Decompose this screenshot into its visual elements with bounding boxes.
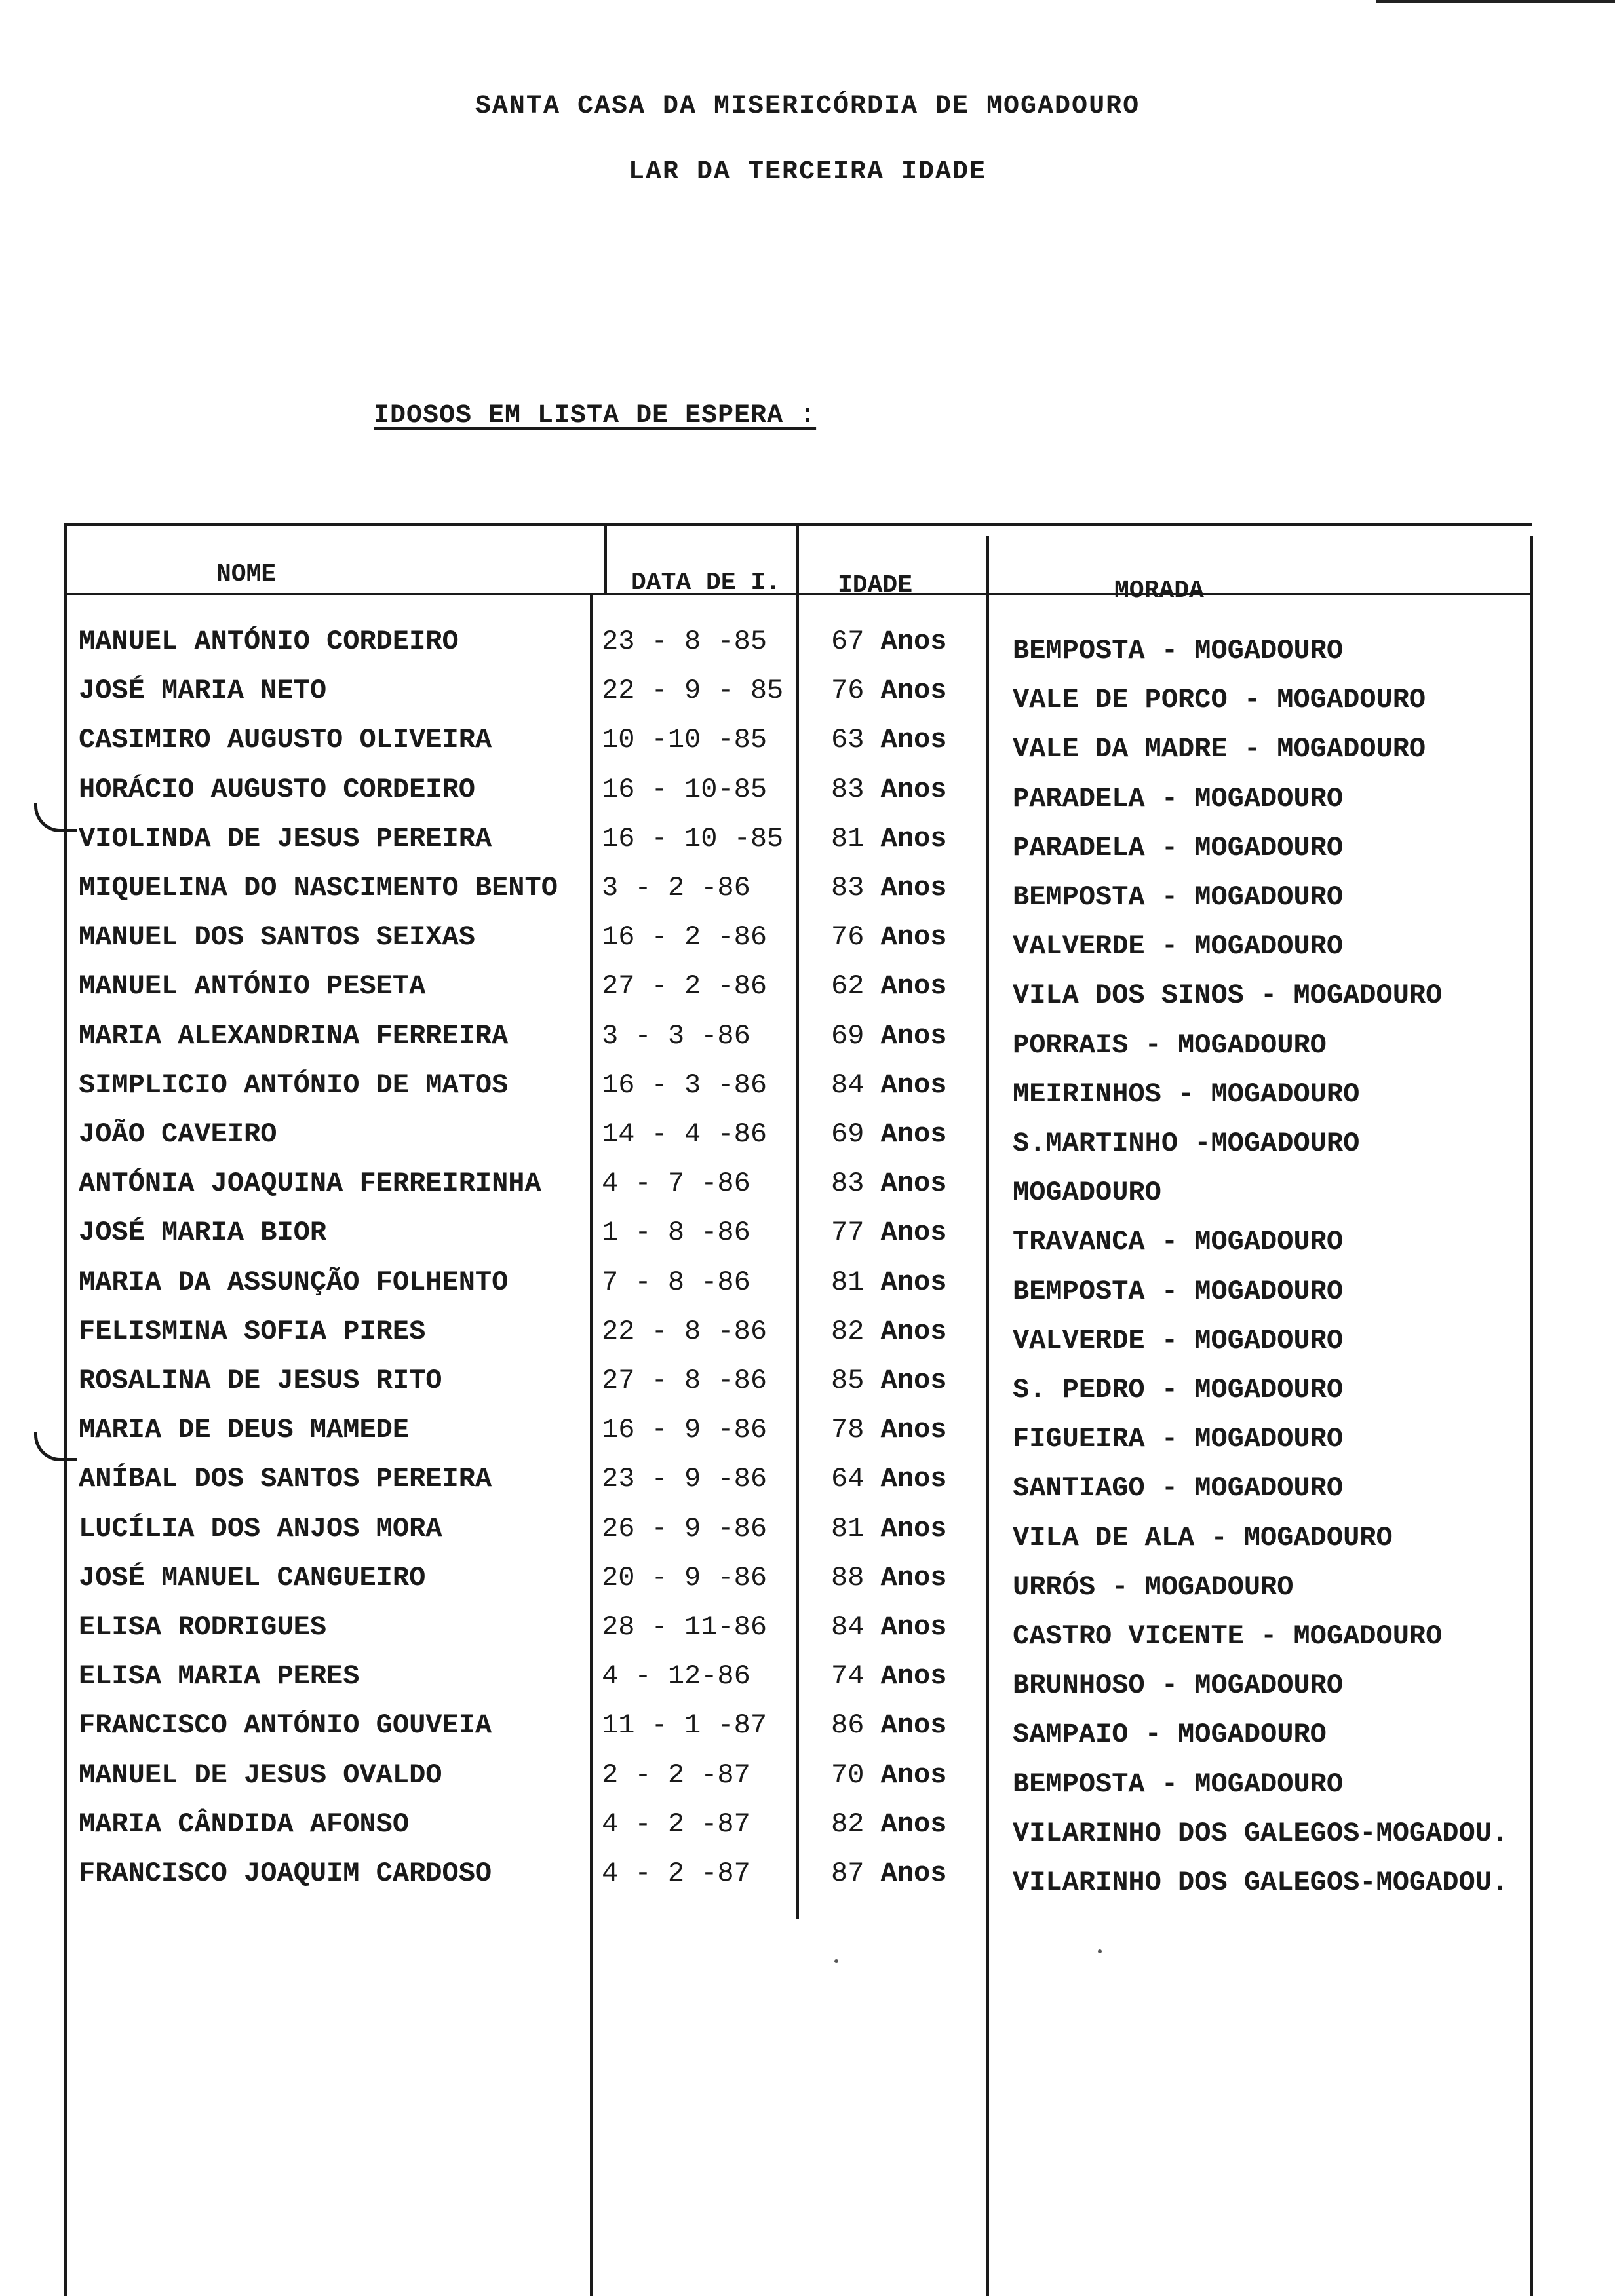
age-unit: Anos (880, 774, 947, 805)
row-name: MIQUELINA DO NASCIMENTO BENTO (79, 872, 558, 904)
age-value: 77 (831, 1217, 881, 1248)
age-value: 76 (831, 675, 881, 706)
age-unit: Anos (880, 1267, 947, 1298)
header-name: NOME (216, 560, 277, 588)
age-value: 81 (831, 823, 881, 854)
row-age (831, 1414, 946, 1445)
age-unit: Anos (880, 1513, 947, 1544)
row-date: 20 - 9 -86 (602, 1562, 768, 1594)
row-name: MANUEL DE JESUS OVALDO (79, 1759, 442, 1791)
age-value: 82 (831, 1808, 881, 1840)
header-age: IDADE (838, 571, 913, 600)
row-age (831, 1119, 946, 1150)
row-name: MANUEL ANTÓNIO PESETA (79, 970, 426, 1002)
speck (834, 1959, 838, 1963)
row-address: VILARINHO DOS GALEGOS-MOGADOU. (1013, 1818, 1509, 1849)
age-value: 69 (831, 1020, 881, 1052)
row-age (831, 1316, 946, 1347)
age-unit: Anos (880, 1069, 947, 1101)
row-age (831, 970, 946, 1002)
age-value: 83 (831, 1168, 881, 1199)
row-age (831, 1168, 946, 1199)
row-age (831, 872, 946, 904)
row-age (831, 823, 946, 854)
age-value: 88 (831, 1562, 881, 1594)
row-name: MARIA ALEXANDRINA FERREIRA (79, 1020, 509, 1052)
row-address: BEMPOSTA - MOGADOURO (1013, 1769, 1344, 1800)
row-date: 10 -10 -85 (602, 724, 768, 756)
list-subtitle: IDOSOS EM LISTA DE ESPERA : (374, 401, 817, 430)
row-date: 11 - 1 -87 (602, 1710, 768, 1741)
row-name: SIMPLICIO ANTÓNIO DE MATOS (79, 1069, 509, 1101)
age-value: 83 (831, 872, 881, 904)
row-date: 16 - 9 -86 (602, 1414, 768, 1445)
speck (1098, 1949, 1102, 1953)
row-date: 27 - 8 -86 (602, 1365, 768, 1396)
row-name: MARIA CÂNDIDA AFONSO (79, 1808, 410, 1840)
row-name: ANÍBAL DOS SANTOS PEREIRA (79, 1463, 492, 1495)
row-date: 4 - 2 -87 (602, 1858, 750, 1889)
table-left-border (64, 523, 67, 2296)
row-date: 14 - 4 -86 (602, 1119, 768, 1150)
age-unit: Anos (880, 724, 947, 756)
margin-mark (34, 803, 77, 832)
row-age (831, 1267, 946, 1298)
age-unit: Anos (880, 1562, 947, 1594)
institution-title: SANTA CASA DA MISERICÓRDIA DE MOGADOURO (475, 92, 1140, 121)
row-address: VALVERDE - MOGADOURO (1013, 1325, 1344, 1356)
age-value: 78 (831, 1414, 881, 1445)
row-name: ELISA MARIA PERES (79, 1660, 360, 1692)
row-address: FIGUEIRA - MOGADOURO (1013, 1423, 1344, 1455)
col-divider-3 (986, 536, 989, 2296)
age-unit: Anos (880, 921, 947, 953)
row-date: 4 - 7 -86 (602, 1168, 750, 1199)
row-age (831, 1562, 946, 1594)
age-value: 84 (831, 1069, 881, 1101)
row-age (831, 1759, 946, 1791)
age-unit: Anos (880, 1119, 947, 1150)
row-date: 1 - 8 -86 (602, 1217, 750, 1248)
row-address: VALVERDE - MOGADOURO (1013, 930, 1344, 962)
age-value: 84 (831, 1611, 881, 1643)
age-value: 63 (831, 724, 881, 756)
age-unit: Anos (880, 1808, 947, 1840)
row-date: 4 - 2 -87 (602, 1808, 750, 1840)
row-date: 28 - 11-86 (602, 1611, 768, 1643)
row-age (831, 626, 946, 657)
header-address: MORADA (1114, 577, 1204, 605)
age-unit: Anos (880, 823, 947, 854)
col-divider-2 (796, 523, 799, 1919)
age-unit: Anos (880, 1463, 947, 1495)
age-value: 67 (831, 626, 881, 657)
age-value: 81 (831, 1267, 881, 1298)
table-right-border (1530, 536, 1533, 2296)
unit-title: LAR DA TERCEIRA IDADE (628, 157, 987, 187)
row-age (831, 1858, 946, 1889)
age-unit: Anos (880, 1414, 947, 1445)
row-date: 3 - 2 -86 (602, 872, 750, 904)
row-address: URRÓS - MOGADOURO (1013, 1571, 1294, 1603)
row-age (831, 1710, 946, 1741)
row-address: VILA DE ALA - MOGADOURO (1013, 1522, 1393, 1554)
row-address: CASTRO VICENTE - MOGADOURO (1013, 1620, 1443, 1652)
row-name: JOSÉ MARIA NETO (79, 675, 327, 706)
age-unit: Anos (880, 970, 947, 1002)
age-unit: Anos (880, 1217, 947, 1248)
row-name: MANUEL ANTÓNIO CORDEIRO (79, 626, 459, 657)
row-name: JOSÉ MARIA BIOR (79, 1217, 327, 1248)
row-name: VIOLINDA DE JESUS PEREIRA (79, 823, 492, 854)
top-edge-rule (1376, 0, 1615, 3)
row-name: LUCÍLIA DOS ANJOS MORA (79, 1513, 442, 1544)
age-unit: Anos (880, 1168, 947, 1199)
row-address: MOGADOURO (1013, 1177, 1161, 1208)
row-date: 2 - 2 -87 (602, 1759, 750, 1791)
row-address: VALE DA MADRE - MOGADOURO (1013, 733, 1426, 765)
row-name: FELISMINA SOFIA PIRES (79, 1316, 426, 1347)
row-address: S. PEDRO - MOGADOURO (1013, 1374, 1344, 1406)
col-divider-1-top (604, 523, 607, 595)
age-value: 86 (831, 1710, 881, 1741)
row-address: BEMPOSTA - MOGADOURO (1013, 1276, 1344, 1307)
row-address: PORRAIS - MOGADOURO (1013, 1029, 1327, 1061)
row-age (831, 1365, 946, 1396)
age-unit: Anos (880, 1020, 947, 1052)
age-unit: Anos (880, 1316, 947, 1347)
row-age (831, 774, 946, 805)
row-name: CASIMIRO AUGUSTO OLIVEIRA (79, 724, 492, 756)
row-address: VILARINHO DOS GALEGOS-MOGADOU. (1013, 1867, 1509, 1898)
row-address: PARADELA - MOGADOURO (1013, 832, 1344, 864)
header-date: DATA DE I. (631, 569, 781, 597)
row-name: FRANCISCO JOAQUIM CARDOSO (79, 1858, 492, 1889)
row-date: 22 - 9 - 85 (602, 675, 784, 706)
age-unit: Anos (880, 626, 947, 657)
row-age (831, 1611, 946, 1643)
age-value: 82 (831, 1316, 881, 1347)
row-address: PARADELA - MOGADOURO (1013, 783, 1344, 814)
row-name: MARIA DE DEUS MAMEDE (79, 1414, 410, 1445)
row-age (831, 921, 946, 953)
row-address: S.MARTINHO -MOGADOURO (1013, 1128, 1360, 1159)
row-name: ROSALINA DE JESUS RITO (79, 1365, 442, 1396)
row-date: 27 - 2 -86 (602, 970, 768, 1002)
row-address: TRAVANCA - MOGADOURO (1013, 1226, 1344, 1257)
row-date: 16 - 3 -86 (602, 1069, 768, 1101)
age-unit: Anos (880, 675, 947, 706)
row-date: 26 - 9 -86 (602, 1513, 768, 1544)
row-address: VALE DE PORCO - MOGADOURO (1013, 684, 1426, 716)
row-date: 23 - 8 -85 (602, 626, 768, 657)
row-age (831, 1513, 946, 1544)
row-date: 22 - 8 -86 (602, 1316, 768, 1347)
age-value: 74 (831, 1660, 881, 1692)
age-value: 64 (831, 1463, 881, 1495)
row-age (831, 1069, 946, 1101)
age-value: 87 (831, 1858, 881, 1889)
row-date: 16 - 2 -86 (602, 921, 768, 953)
row-age (831, 1660, 946, 1692)
row-date: 4 - 12-86 (602, 1660, 750, 1692)
age-value: 70 (831, 1759, 881, 1791)
row-name: MANUEL DOS SANTOS SEIXAS (79, 921, 475, 953)
col-divider-1 (590, 593, 593, 2296)
age-value: 69 (831, 1119, 881, 1150)
row-age (831, 1463, 946, 1495)
row-address: BRUNHOSO - MOGADOURO (1013, 1670, 1344, 1701)
row-address: BEMPOSTA - MOGADOURO (1013, 881, 1344, 913)
age-unit: Anos (880, 1365, 947, 1396)
row-date: 16 - 10-85 (602, 774, 768, 805)
row-address: MEIRINHOS - MOGADOURO (1013, 1079, 1360, 1110)
age-unit: Anos (880, 1710, 947, 1741)
row-name: FRANCISCO ANTÓNIO GOUVEIA (79, 1710, 492, 1741)
age-value: 81 (831, 1513, 881, 1544)
age-unit: Anos (880, 1660, 947, 1692)
row-address: VILA DOS SINOS - MOGADOURO (1013, 980, 1443, 1011)
row-age (831, 1808, 946, 1840)
row-name: HORÁCIO AUGUSTO CORDEIRO (79, 774, 475, 805)
row-name: JOÃO CAVEIRO (79, 1119, 277, 1150)
row-address: SANTIAGO - MOGADOURO (1013, 1472, 1344, 1504)
row-name: ELISA RODRIGUES (79, 1611, 327, 1643)
row-age (831, 1217, 946, 1248)
age-unit: Anos (880, 1611, 947, 1643)
row-age (831, 724, 946, 756)
age-value: 62 (831, 970, 881, 1002)
age-value: 76 (831, 921, 881, 953)
row-name: JOSÉ MANUEL CANGUEIRO (79, 1562, 426, 1594)
age-value: 83 (831, 774, 881, 805)
row-date: 3 - 3 -86 (602, 1020, 750, 1052)
row-name: ANTÓNIA JOAQUINA FERREIRINHA (79, 1168, 541, 1199)
row-age (831, 675, 946, 706)
age-unit: Anos (880, 1759, 947, 1791)
age-unit: Anos (880, 1858, 947, 1889)
row-age (831, 1020, 946, 1052)
age-unit: Anos (880, 872, 947, 904)
row-address: SAMPAIO - MOGADOURO (1013, 1719, 1327, 1750)
row-date: 16 - 10 -85 (602, 823, 784, 854)
age-value: 85 (831, 1365, 881, 1396)
margin-mark (34, 1432, 77, 1461)
row-address: BEMPOSTA - MOGADOURO (1013, 635, 1344, 666)
row-date: 7 - 8 -86 (602, 1267, 750, 1298)
row-date: 23 - 9 -86 (602, 1463, 768, 1495)
row-name: MARIA DA ASSUNÇÃO FOLHENTO (79, 1267, 509, 1298)
